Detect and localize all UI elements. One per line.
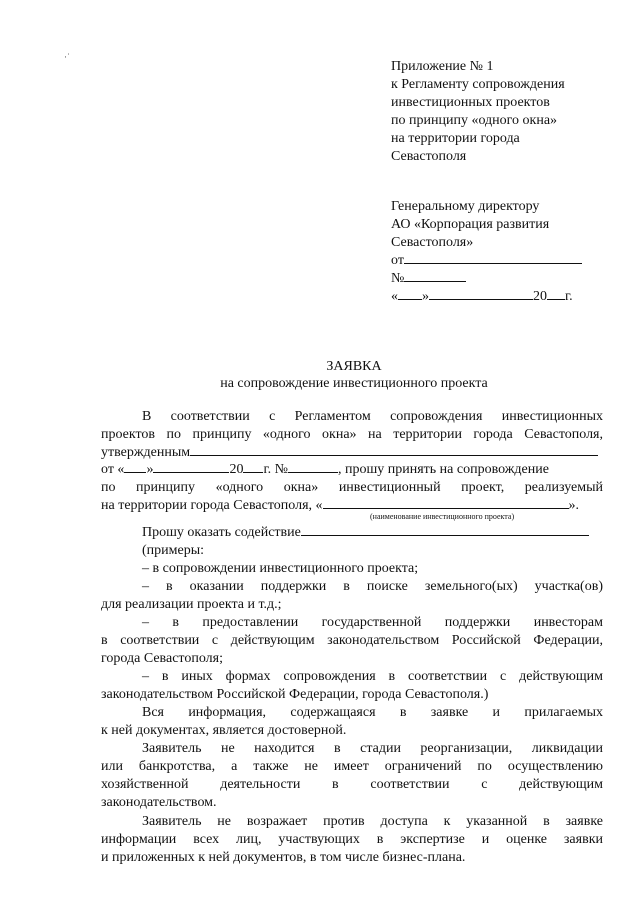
from-row	[391, 252, 582, 269]
year-blank[interactable]	[243, 461, 263, 473]
month-blank[interactable]	[153, 461, 229, 473]
list-item: – в сопровождении инвестиционного проекта;	[142, 561, 419, 576]
addressee-line: АО «Корпорация развития	[391, 217, 550, 232]
scan-speck: ·˙	[64, 52, 70, 62]
document-title: ЗАЯВКА	[326, 359, 382, 374]
date-row	[391, 288, 573, 305]
paragraph-line: информации всех лиц, участвующих в экспертизе и оценке заявки	[101, 832, 603, 847]
from-label: от	[391, 253, 404, 268]
list-item: – в предоставлении государственной поддержки инвесторам	[142, 615, 603, 630]
quote-close: »	[146, 462, 154, 477]
paragraph-line: законодательством.	[101, 795, 217, 810]
appendix-line: к Регламенту сопровождения	[391, 77, 565, 92]
quote-open: от «	[101, 462, 125, 477]
quote-close-end: ».	[568, 498, 580, 513]
date-year-prefix: 20	[533, 289, 547, 304]
assist-blank[interactable]	[301, 524, 589, 536]
appendix-line: по принципу «одного окна»	[391, 113, 558, 128]
appendix-line: на территории города	[391, 131, 520, 146]
list-item: – в иных формах сопровождения в соответствии с действующим	[142, 669, 603, 684]
assist-label: Прошу оказать содействие	[142, 525, 301, 540]
paragraph-line: проектов по принципу «одного окна» на территории города Севастополя,	[101, 427, 603, 442]
request-text: , прошу принять на сопровождение	[337, 462, 549, 477]
assist-row	[142, 524, 589, 541]
paragraph-line: В соответствии с Регламентом сопровождения инвестиционных	[142, 409, 603, 424]
examples-label: (примеры:	[142, 543, 205, 558]
list-item-cont: законодательством Российской Федерации, города Севастополя.)	[101, 687, 489, 702]
paragraph-line: Заявитель не возражает против доступа к указанной в заявке	[142, 814, 603, 829]
number-label: №	[391, 271, 405, 286]
paragraph-line: по принципу «одного окна» инвестиционный проект, реализуемый	[101, 480, 603, 495]
date-day-blank[interactable]	[398, 288, 422, 300]
date-month-blank[interactable]	[429, 288, 533, 300]
approved-blank[interactable]	[190, 444, 598, 456]
project-name-caption: (наименование инвестиционного проекта)	[370, 512, 515, 521]
date-year-blank[interactable]	[547, 288, 565, 300]
list-item: – в оказании поддержки в поиске земельного(ых) участка(ов)	[142, 579, 603, 594]
date-quote-close: »	[422, 289, 429, 304]
territory-text: на территории города Севастополя, «	[101, 498, 323, 513]
number-label: г. №	[263, 462, 288, 477]
day-blank[interactable]	[124, 461, 146, 473]
date-quote-open: «	[391, 289, 398, 304]
document-subtitle: на сопровождение инвестиционного проекта	[220, 376, 488, 391]
approved-row	[101, 444, 598, 461]
number-blank[interactable]	[288, 461, 338, 473]
addressee-line: Генеральному директору	[391, 199, 540, 214]
date-number-row	[101, 461, 549, 478]
project-name-blank[interactable]	[323, 497, 569, 509]
list-item-cont: в соответствии с действующим законодательством Российской Федерации,	[101, 633, 603, 648]
year-prefix: 20	[229, 462, 244, 477]
appendix-line: инвестиционных проектов	[391, 95, 550, 110]
paragraph-line: или банкротства, а также не имеет ограничений по осуществлению	[101, 759, 603, 774]
from-blank[interactable]	[404, 252, 582, 264]
paragraph-line: Вся информация, содержащаяся в заявке и прилагаемых	[142, 705, 603, 720]
approved-label: утвержденным	[101, 445, 191, 460]
list-item-cont: для реализации проекта и т.д.;	[101, 597, 282, 612]
date-year-suffix: г.	[565, 289, 573, 304]
number-row	[391, 270, 466, 287]
appendix-line: Севастополя	[391, 149, 467, 164]
paragraph-line: и приложенных к ней документов, в том числе бизнес-плана.	[101, 850, 466, 865]
paragraph-line: хозяйственной деятельности в соответствии с действующим	[101, 777, 603, 792]
paragraph-line: Заявитель не находится в стадии реорганизации, ликвидации	[142, 741, 603, 756]
addressee-line: Севастополя»	[391, 235, 474, 250]
list-item-cont: города Севастополя;	[101, 651, 223, 666]
appendix-line: Приложение № 1	[391, 59, 494, 74]
paragraph-line: к ней документах, является достоверной.	[101, 723, 347, 738]
number-blank[interactable]	[404, 270, 466, 282]
